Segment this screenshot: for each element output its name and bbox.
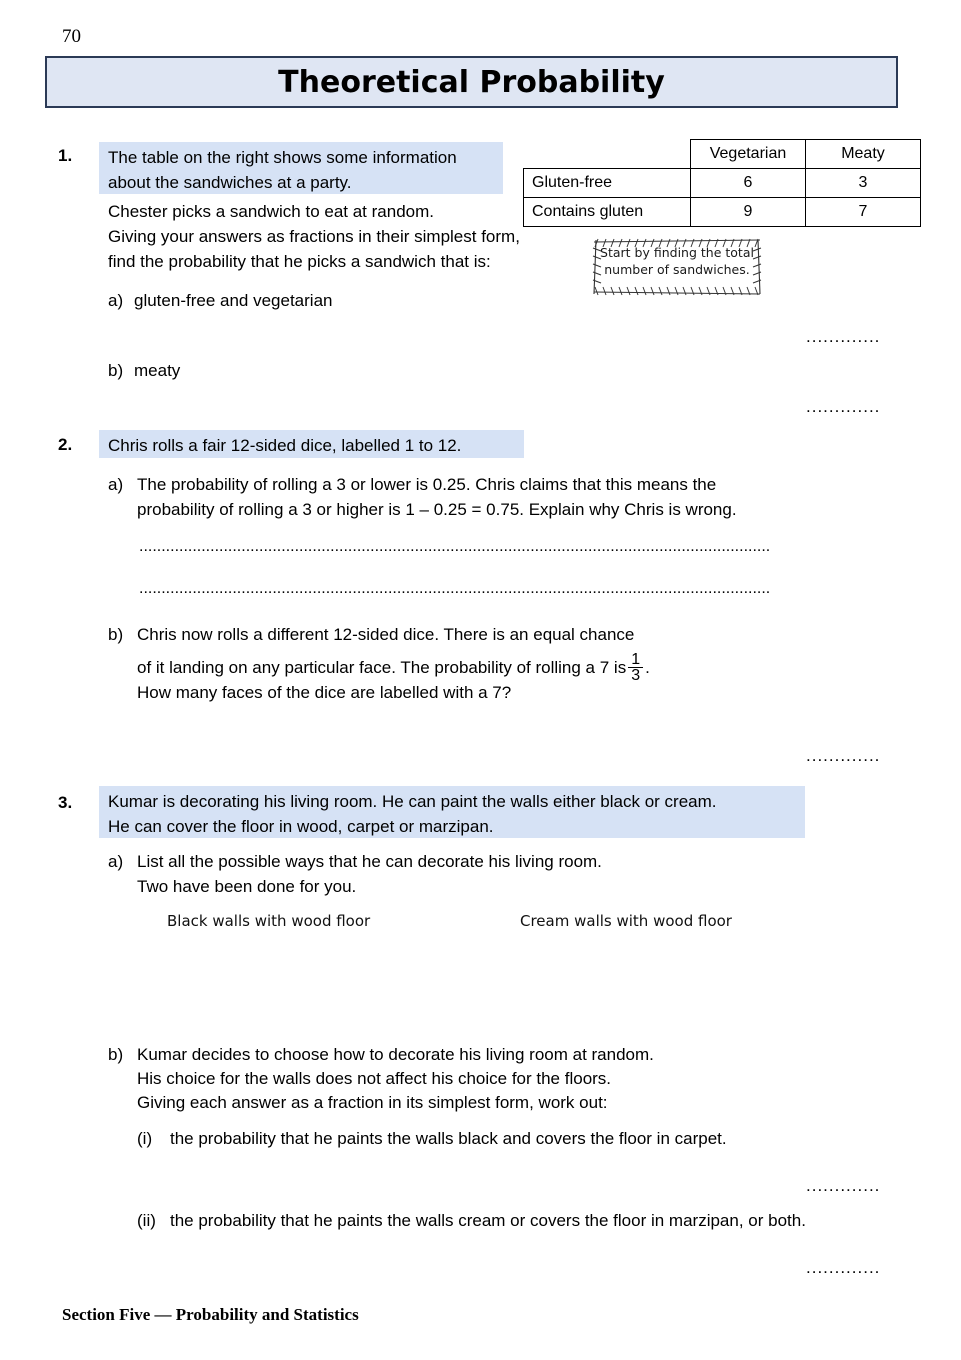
question-2a-line1: The probability of rolling a 3 or lower is 0.25. Chris claims that this means the (137, 475, 717, 494)
question-1a-label: a) (108, 291, 124, 310)
question-3a-line1: List all the possible ways that he can decorate his living room. (137, 852, 602, 871)
table-row (524, 198, 921, 227)
question-1-body-line1: Chester picks a sandwich to eat at random. (108, 202, 434, 221)
question-2a-label: a) (108, 475, 124, 494)
question-3-intro-line1: Kumar is decorating his living room. He can paint the walls either black or cream. (108, 792, 717, 811)
question-3a-example-1: Black walls with wood floor (167, 912, 371, 930)
question-2b-line2-post: . (645, 658, 650, 677)
question-2b-line2-pre: of it landing on any particular face. The probability of rolling a 7 is (137, 658, 627, 677)
table-col-header-meaty: Meaty (806, 140, 921, 169)
question-1-intro: The table on the right shows some information about the sandwiches at a party. (108, 148, 457, 192)
page-number: 70 (62, 26, 81, 47)
question-1a-answer-dots[interactable]: ............. (806, 327, 881, 346)
question-2b-line2 (137, 652, 757, 683)
question-3b-line1: Kumar decides to choose how to decorate his living room at random. (137, 1045, 654, 1064)
question-1-body-line3: find the probability that he picks a sandwich that is: (108, 252, 491, 271)
question-2-number: 2. (58, 435, 73, 454)
table-header-row (524, 140, 921, 169)
fraction-numerator: 1 (631, 651, 641, 668)
question-3b-i-answer-dots[interactable]: ............. (806, 1176, 881, 1195)
question-2a-line2: probability of rolling a 3 or higher is 1 – 0.25 = 0.75. Explain why Chris is wrong. (137, 500, 737, 519)
question-2b-line1: Chris now rolls a different 12-sided dice. There is an equal chance (137, 625, 635, 644)
table-row (524, 169, 921, 198)
question-3b-ii-answer-dots[interactable]: ............. (806, 1258, 881, 1277)
page-footer: Section Five — Probability and Statistics (62, 1305, 359, 1324)
question-1-number: 1. (58, 146, 73, 165)
table-cell-glutenfree-vegetarian: 6 (691, 169, 806, 198)
question-3a-label: a) (108, 852, 124, 871)
question-3a-example-2: Cream walls with wood floor (520, 912, 732, 930)
question-1-body-line2: Giving your answers as fractions in their simplest form, (108, 227, 520, 246)
question-1b-text: meaty (134, 361, 181, 380)
table-row-label-contains-gluten: Contains gluten (524, 198, 691, 227)
table-col-header-vegetarian: Vegetarian (691, 140, 806, 169)
question-3b-i-text: the probability that he paints the walls black and covers the floor in carpet. (170, 1129, 727, 1148)
table-corner-cell (524, 140, 691, 169)
table-cell-containsgluten-vegetarian: 9 (691, 198, 806, 227)
question-1b-label: b) (108, 361, 124, 380)
question-2b-answer-dots[interactable]: ............. (806, 746, 881, 765)
question-2a-answer-line-1[interactable]: .............................................................................................................................................. (139, 538, 771, 555)
table-cell-containsgluten-meaty: 7 (806, 198, 921, 227)
question-1b-answer-dots[interactable]: ............. (806, 397, 881, 416)
question-3b-ii-label: (ii) (137, 1211, 156, 1230)
page-title: Theoretical Probability (278, 64, 665, 100)
hint-box (592, 238, 762, 296)
sandwich-table (523, 139, 921, 227)
question-2b-line3: How many faces of the dice are labelled with a 7? (137, 683, 512, 702)
fraction-denominator: 3 (628, 667, 643, 683)
table-cell-glutenfree-meaty: 3 (806, 169, 921, 198)
question-2b-label: b) (108, 625, 124, 644)
question-3b-i-label: (i) (137, 1129, 153, 1148)
fraction-one-third (628, 652, 643, 683)
question-2a-answer-line-2[interactable]: .............................................................................................................................................. (139, 580, 771, 597)
table-row-label-gluten-free: Gluten-free (524, 169, 691, 198)
question-3-number: 3. (58, 793, 73, 812)
question-3b-label: b) (108, 1045, 124, 1064)
question-3b-ii-text: the probability that he paints the walls cream or covers the floor in marzipan, or both. (170, 1211, 806, 1230)
question-3b-line2: His choice for the walls does not affect his choice for the floors. (137, 1069, 612, 1088)
question-3a-line2: Two have been done for you. (137, 877, 357, 896)
page-title-bar (45, 56, 898, 108)
hint-text: Start by finding the total number of sandwiches. (600, 245, 754, 277)
question-2-intro: Chris rolls a fair 12-sided dice, labelled 1 to 12. (108, 436, 462, 455)
question-3-intro-line2: He can cover the floor in wood, carpet or marzipan. (108, 817, 494, 836)
question-3b-line3: Giving each answer as a fraction in its simplest form, work out: (137, 1093, 608, 1112)
question-1a-text: gluten-free and vegetarian (134, 291, 333, 310)
